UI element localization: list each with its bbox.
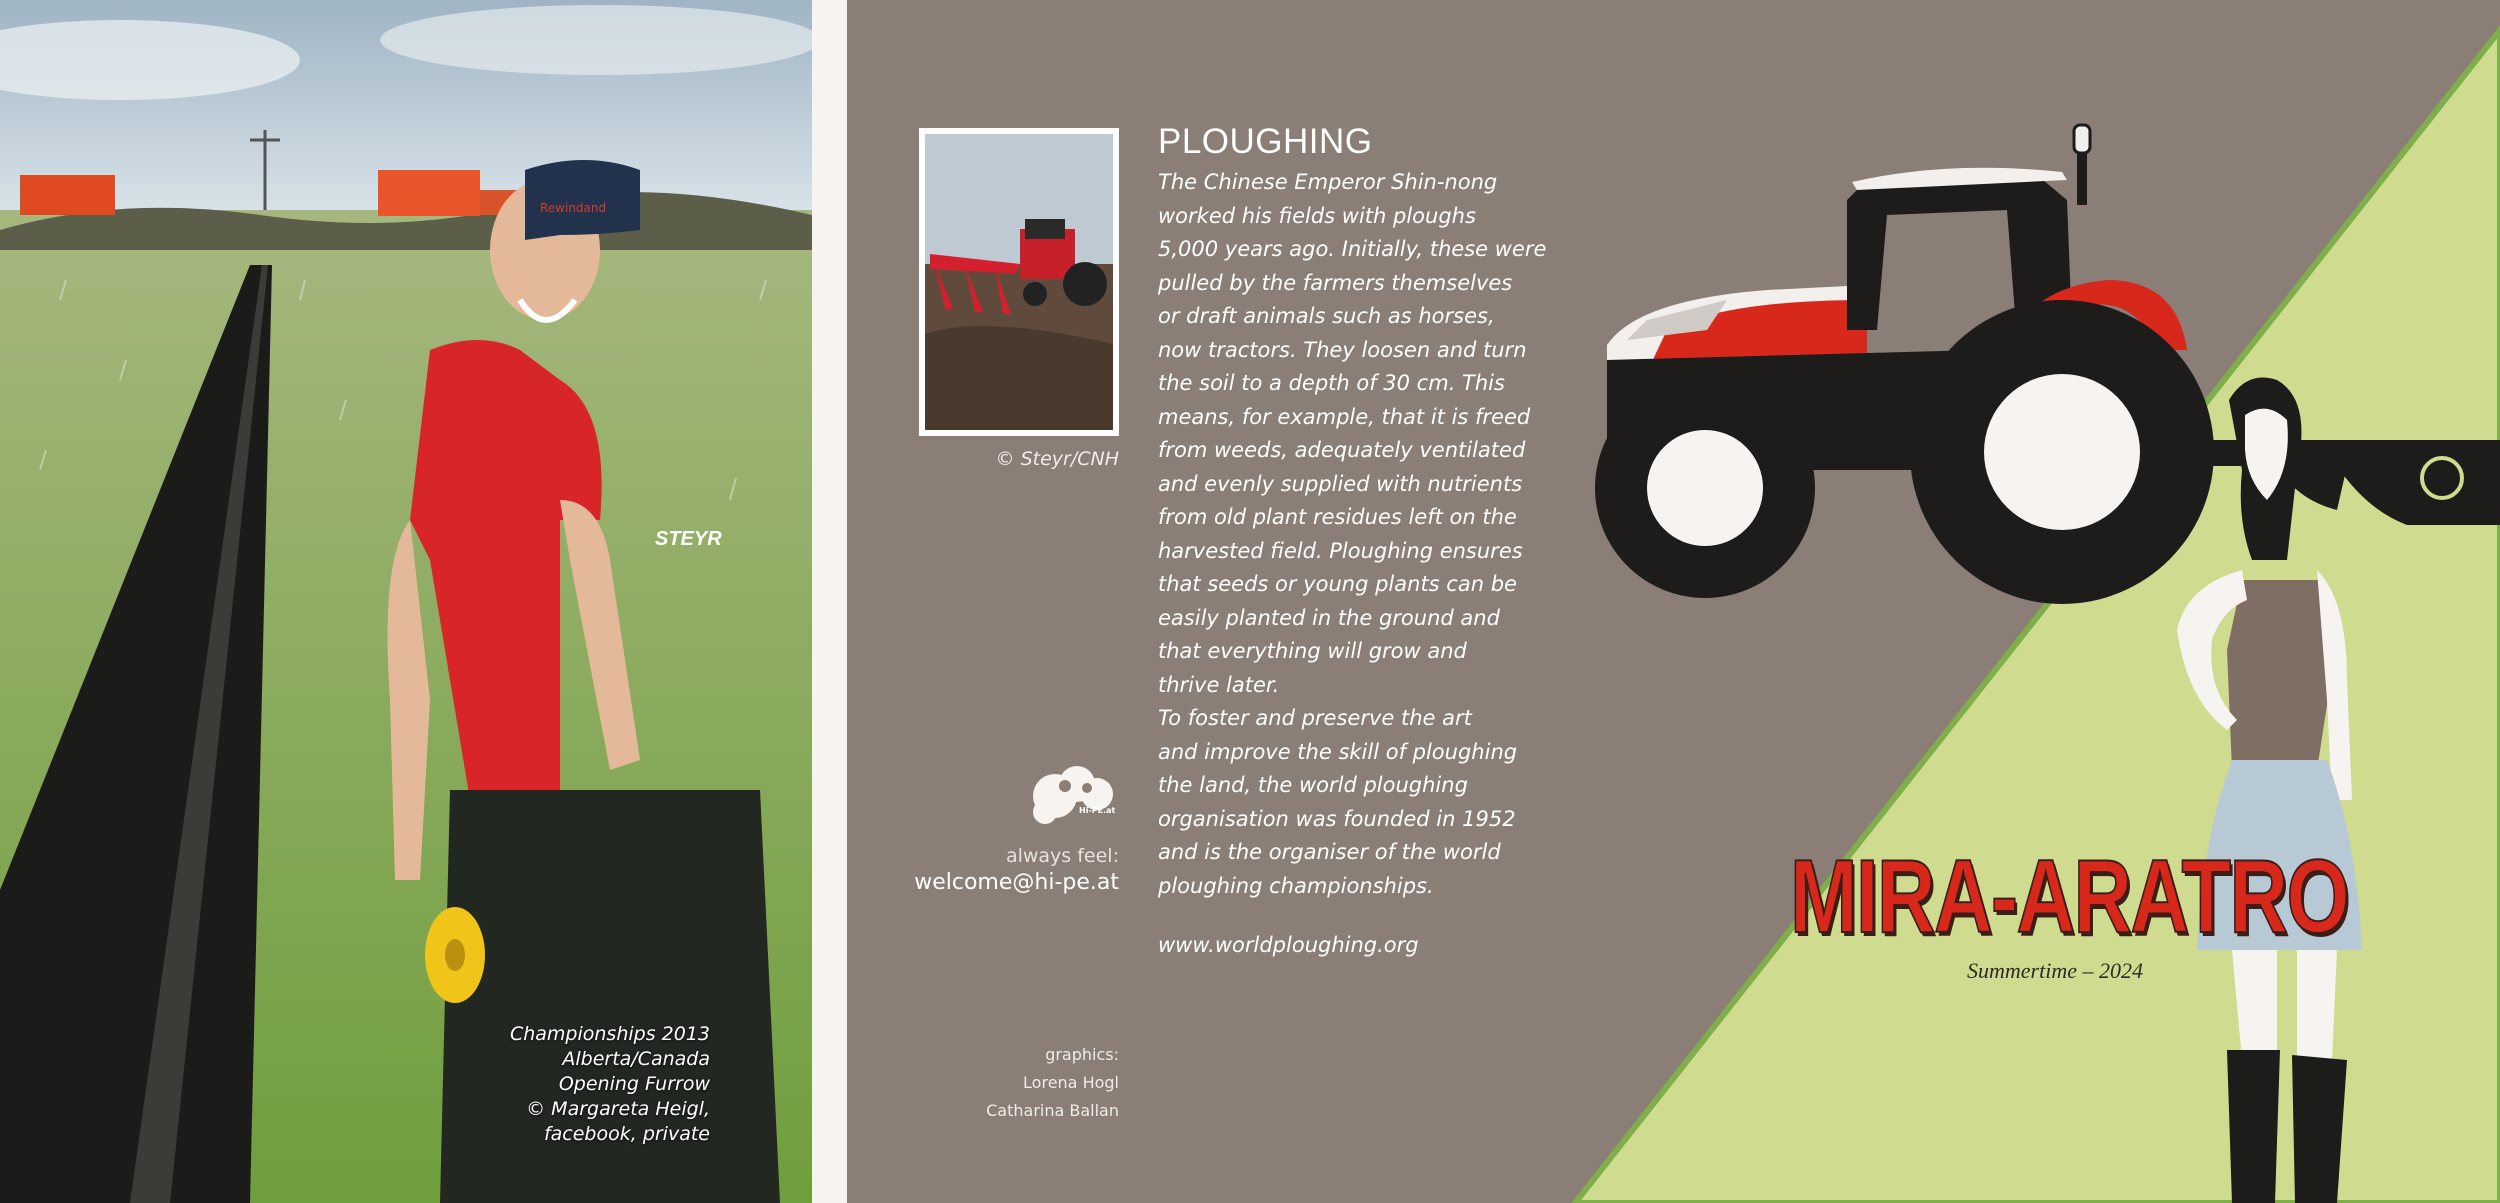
tractor-photo-illustration — [925, 134, 1113, 430]
website-link[interactable]: www.worldploughing.org — [1158, 933, 1419, 957]
hipe-logo-icon — [1025, 758, 1119, 830]
body-line: organisation was founded in 1952 — [1158, 806, 1516, 831]
photo-caption — [390, 1022, 710, 1147]
body-line: 5,000 years ago. Initially, these were — [1158, 237, 1547, 261]
body-line: that everything will grow and — [1158, 639, 1467, 663]
graphics-credit — [887, 1041, 1119, 1125]
caption-line: facebook, private — [543, 1123, 710, 1145]
brand-title: MIRA-ARATRO — [1790, 839, 2349, 955]
article-heading: PLOUGHING — [1158, 122, 1373, 161]
body-line: the land, the world ploughing — [1158, 773, 1468, 797]
body-line: now tractors. They loosen and turn — [1158, 337, 1527, 362]
page-spine — [812, 0, 847, 1203]
tractor-icon — [1595, 125, 2214, 604]
graphics-label: graphics: — [1045, 1045, 1119, 1064]
shirt-logo-text: STEYR — [655, 528, 722, 550]
article-body — [1158, 166, 1578, 903]
logo-tag: Hi-PE.at — [1079, 806, 1116, 815]
body-line: harvested field. Ploughing ensures — [1158, 538, 1523, 563]
body-line: from old plant residues left on the — [1158, 505, 1517, 529]
body-line: ploughing championships. — [1158, 873, 1434, 898]
body-line: easily planted in the ground and — [1158, 605, 1500, 630]
body-line: pulled by the farmers themselves — [1158, 270, 1513, 295]
body-line: thrive later. — [1158, 672, 1280, 697]
cap-logo-text: Rewindand — [540, 201, 607, 215]
main-panel — [847, 0, 2500, 1203]
body-line: means, for example, that it is freed — [1158, 404, 1531, 429]
caption-line: Opening Furrow — [558, 1073, 710, 1095]
contact-email[interactable]: welcome@hi-pe.at — [914, 870, 1119, 895]
body-line: from weeds, adequately ventilated — [1158, 438, 1526, 462]
body-line: and improve the skill of ploughing — [1158, 739, 1518, 764]
brand-subtitle: Summertime – 2024 — [1967, 958, 2143, 983]
body-line: the soil to a depth of 30 cm. This — [1158, 371, 1505, 395]
body-line: and is the organiser of the world — [1158, 840, 1501, 864]
cover-photo — [0, 0, 812, 1203]
graphics-name: Lorena Hogl — [1023, 1073, 1119, 1092]
body-line: The Chinese Emperor Shin-nong — [1158, 170, 1498, 194]
photo-credit: © Steyr/CNH — [995, 448, 1119, 470]
body-line: that seeds or young plants can be — [1158, 572, 1517, 596]
tractor-thumbnail — [919, 128, 1119, 436]
caption-line: © Margareta Heigl, — [526, 1098, 710, 1120]
body-line: To foster and preserve the art — [1158, 706, 1472, 730]
body-line: and evenly supplied with nutrients — [1158, 471, 1523, 496]
tagline: always feel: — [1005, 845, 1119, 867]
caption-line: Alberta/Canada — [562, 1048, 710, 1070]
body-line: worked his fields with ploughs — [1158, 203, 1476, 228]
caption-line: Championships 2013 — [509, 1023, 710, 1045]
graphics-name: Catharina Ballan — [986, 1101, 1119, 1120]
body-line: or draft animals such as horses, — [1158, 304, 1495, 328]
